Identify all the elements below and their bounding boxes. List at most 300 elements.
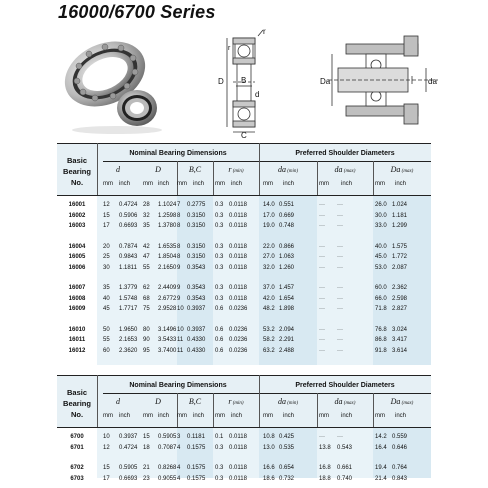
cell-value: 45 (103, 306, 110, 312)
cell-value: ··· (319, 295, 325, 302)
cell-value: 3 (177, 434, 181, 440)
cell-value: 1.1024 (158, 202, 177, 208)
unit-inch: inch (158, 181, 170, 187)
cell-value: 18 (143, 444, 150, 451)
cell-value: 0.3937 (187, 306, 206, 312)
cell-value: 75 (143, 306, 150, 312)
cell-value: 45.0 (375, 254, 387, 260)
cell-value: 17 (103, 475, 110, 482)
shoulder-diameters-header: Preferred Shoulder Diameters (295, 382, 395, 389)
cell-value: 60.0 (375, 285, 387, 291)
label-B: B (241, 76, 247, 85)
cell-value: 0.2775 (187, 202, 206, 208)
rule-line (103, 393, 431, 394)
bearing-number: 6703 (70, 475, 84, 482)
cell-value: 18.6 (263, 475, 275, 482)
cell-value: 90 (143, 337, 150, 343)
cell-value: 0.6 (215, 337, 224, 343)
cell-value: 0.535 (279, 444, 295, 451)
cell-value: 1.575 (392, 243, 408, 250)
cell-value: 76.8 (375, 326, 387, 333)
cell-value: 3.7400 (158, 347, 177, 354)
cell-value: ··· (319, 264, 325, 271)
symbol-subscript: (min) (285, 169, 299, 174)
bearing-number: 16007 (68, 285, 86, 291)
cell-value: 42.0 (263, 295, 275, 302)
cell-value: 0.646 (392, 444, 408, 451)
unit-mm: mm (177, 413, 187, 419)
cell-value: 1.654 (279, 295, 295, 302)
page-title: 16000/6700 Series (58, 2, 216, 22)
cell-value: 15 (103, 212, 110, 219)
label-da: da (428, 77, 437, 86)
cell-value: 27.0 (263, 254, 275, 260)
cell-value: 4 (177, 465, 181, 471)
cell-value: 4 (177, 475, 181, 482)
cell-value: 0.6 (215, 326, 224, 333)
cell-value: 11 (177, 347, 184, 354)
cell-value: 10 (177, 306, 184, 312)
cell-value: 0.0236 (229, 337, 248, 343)
symbol-r: r (min) (228, 397, 244, 406)
cell-value: 10.8 (263, 434, 275, 440)
cell-value: ··· (337, 223, 343, 229)
cell-value: 0.0118 (229, 295, 247, 302)
rule-line (57, 195, 431, 196)
cell-value: 33.0 (375, 223, 387, 229)
cell-value: 11 (177, 337, 184, 343)
cell-value: 1.024 (392, 202, 408, 208)
cell-value: 0.3150 (187, 243, 206, 250)
symbol-subscript: (max) (400, 401, 414, 406)
cell-value: 17.0 (263, 212, 275, 219)
cell-value: 0.3 (215, 475, 224, 482)
cell-value: 0.4330 (187, 337, 206, 343)
cell-value: 9 (177, 264, 181, 271)
cell-value: 2.362 (392, 285, 408, 291)
cell-value: 32.0 (263, 264, 275, 271)
cell-value: 60 (103, 347, 110, 354)
cell-value: 0.5906 (119, 212, 138, 219)
cell-value: ··· (319, 347, 325, 354)
unit-mm: mm (375, 181, 385, 187)
cell-value: 1.3779 (119, 285, 138, 291)
cell-value: 0.8268 (158, 465, 177, 471)
cell-value: 3.1496 (158, 326, 177, 333)
cell-value: 19.4 (375, 465, 387, 471)
cell-value: 86.8 (375, 337, 387, 343)
bearing-table-6700 (57, 375, 431, 482)
unit-inch: inch (158, 413, 170, 419)
cell-value: ··· (319, 306, 325, 312)
cell-value: 0.3150 (187, 212, 206, 219)
label-r: r (263, 27, 266, 36)
cell-value: 0.661 (337, 465, 353, 471)
bearing-number: 6702 (70, 465, 84, 471)
label-C: C (241, 131, 247, 138)
unit-inch: inch (231, 181, 243, 187)
nominal-dimensions-header: Nominal Bearing Dimensions (129, 382, 227, 389)
bearing-number: 6701 (70, 444, 84, 451)
unit-inch: inch (193, 413, 205, 419)
unit-inch: inch (395, 413, 407, 419)
cell-value: 1.6535 (158, 243, 177, 250)
cell-value: 9 (177, 295, 181, 302)
bearing-number: 6700 (70, 434, 84, 440)
cell-value: 0.7087 (158, 444, 177, 451)
cell-value: 28 (143, 202, 150, 208)
cell-value: 0.0236 (229, 306, 248, 312)
cell-value: 0.5905 (158, 434, 177, 440)
cell-value: 1.260 (279, 264, 295, 271)
symbol-subscript: (max) (342, 169, 356, 174)
rule-line (57, 143, 431, 144)
cell-value: 48.2 (263, 306, 275, 312)
bearing-table-16000 (57, 143, 431, 365)
cell-value: 0.740 (337, 475, 353, 482)
cell-value: 0.3150 (187, 223, 206, 229)
symbol-subscript: (min) (231, 401, 244, 406)
cell-value: 0.0236 (229, 326, 248, 333)
unit-inch: inch (119, 181, 131, 187)
cell-value: 55 (143, 264, 150, 271)
cell-value: 0.3 (215, 444, 224, 451)
unit-mm: mm (103, 413, 113, 419)
cell-value: 1.181 (392, 212, 408, 219)
cell-value: 0.1 (215, 434, 224, 440)
cell-value: ··· (319, 326, 325, 333)
bearing-number: 16001 (68, 202, 86, 208)
cell-value: 0.3 (215, 212, 224, 219)
cell-value: 1.772 (392, 254, 408, 260)
cell-value: 0.3543 (187, 264, 206, 271)
cell-value: 3.024 (392, 326, 408, 333)
basic-bearing-header: Basic Bearing No. (63, 388, 91, 419)
cell-value: 0.9055 (158, 475, 177, 482)
cell-value: 37.0 (263, 285, 275, 291)
cell-value: 80 (143, 326, 150, 333)
cell-value: 0.1181 (187, 434, 205, 440)
cell-value: 68 (143, 295, 150, 302)
symbol-D: D (155, 165, 161, 174)
table-row (57, 325, 431, 335)
cell-value: ··· (319, 223, 325, 229)
cell-value: 0.0118 (229, 202, 247, 208)
unit-mm: mm (263, 181, 273, 187)
bearing-number: 16011 (68, 337, 86, 343)
cell-value: 15 (103, 465, 110, 471)
cell-value: 15 (143, 434, 150, 440)
cell-value: 95 (143, 347, 150, 354)
cell-value: 40.0 (375, 243, 387, 250)
cell-value: 13.0 (263, 444, 275, 451)
unit-inch: inch (341, 181, 353, 187)
cell-value: 63.2 (263, 347, 275, 354)
cell-value: 0.0118 (229, 444, 247, 451)
cell-value: ··· (337, 306, 343, 312)
cell-value: 71.8 (375, 306, 387, 312)
cell-value: 0.3 (215, 202, 224, 208)
symbol-subscript: (min) (231, 169, 244, 174)
cell-value: 1.299 (392, 223, 408, 229)
cell-value: 3.417 (392, 337, 408, 343)
cell-value: 0.0118 (229, 243, 247, 250)
cell-value: 2.3620 (119, 347, 138, 354)
unit-inch: inch (341, 413, 353, 419)
cell-value: 0.1575 (187, 465, 206, 471)
cell-value: ··· (337, 326, 343, 333)
symbol-da-max: da (max) (334, 397, 356, 406)
cell-value: 0.5905 (119, 465, 138, 471)
cell-value: 0.0118 (229, 264, 247, 271)
unit-mm: mm (215, 181, 225, 187)
cell-value: 0.6 (215, 347, 224, 354)
cell-value: 53.0 (375, 264, 387, 271)
cell-value: 0.6 (215, 306, 224, 312)
cell-value: ··· (319, 337, 325, 343)
basic-bearing-header: Basic Bearing No. (63, 156, 91, 187)
table-row (57, 346, 431, 356)
cell-value: ··· (337, 295, 343, 302)
nominal-dimensions-header: Nominal Bearing Dimensions (129, 150, 227, 157)
cell-value: ··· (337, 254, 343, 260)
label-Da: Da (320, 77, 331, 86)
unit-mm: mm (263, 413, 273, 419)
cell-value: 0.843 (392, 475, 408, 482)
cell-value: ··· (337, 337, 343, 343)
cell-value: ··· (337, 347, 343, 354)
cell-value: 0.3937 (119, 434, 138, 440)
table-row (57, 252, 431, 262)
cell-value: 2.6772 (158, 295, 177, 302)
cell-value: 4 (177, 444, 181, 451)
bearing-number: 16012 (68, 347, 86, 354)
cell-value: 23 (143, 475, 150, 482)
cell-value: 1.898 (279, 306, 295, 312)
table-row (57, 221, 431, 231)
cell-value: 25 (103, 254, 110, 260)
cell-value: 35 (143, 223, 150, 229)
table-row (57, 443, 431, 453)
cell-value: 12 (103, 444, 110, 451)
cell-value: 19.0 (263, 223, 275, 229)
unit-mm: mm (143, 181, 153, 187)
unit-mm: mm (103, 181, 113, 187)
cell-value: 0.3150 (187, 254, 206, 260)
cell-value: 21.4 (375, 475, 387, 482)
cell-value: 21 (143, 465, 150, 471)
table-row (57, 432, 431, 442)
cell-value: 8 (177, 212, 181, 219)
bearing-cross-section-diagram (203, 26, 293, 138)
cell-value: 35 (103, 285, 110, 291)
cell-value: 8 (177, 243, 181, 250)
symbol-d: d (116, 397, 120, 406)
cell-value: 9 (177, 285, 181, 291)
unit-mm: mm (375, 413, 385, 419)
cell-value: 2.094 (279, 326, 295, 333)
symbol-Da: Da (max) (390, 165, 414, 174)
rule-line (57, 427, 431, 428)
label-d: d (255, 90, 260, 99)
cell-value: 0.9843 (119, 254, 138, 260)
symbol-subscript: (min) (285, 401, 299, 406)
cell-value: 1.3780 (158, 223, 177, 229)
cell-value: 1.457 (279, 285, 295, 291)
cell-value: 2.4409 (158, 285, 177, 291)
cell-value: 16.6 (263, 465, 275, 471)
cell-value: 10 (103, 434, 110, 440)
cell-value: 0.551 (279, 202, 295, 208)
svg-text:r: r (228, 45, 231, 52)
cell-value: 3.614 (392, 347, 408, 354)
cell-value: 0.3 (215, 243, 224, 250)
cell-value: 22.0 (263, 243, 275, 250)
unit-inch: inch (283, 413, 295, 419)
cell-value: 0.3 (215, 465, 224, 471)
cell-value: 0.3 (215, 223, 224, 229)
symbol-BC: B,C (188, 397, 202, 406)
symbol-D: D (155, 397, 161, 406)
symbol-r: r (min) (228, 165, 244, 174)
symbol-Da: Da (max) (390, 397, 414, 406)
cell-value: 91.8 (375, 347, 387, 354)
table-row (57, 283, 431, 293)
cell-value: 0.654 (279, 465, 295, 471)
cell-value: 0.3 (215, 285, 224, 291)
cell-value: 2.1653 (119, 337, 138, 343)
cell-value: 18.8 (319, 475, 331, 482)
cell-value: ··· (337, 243, 343, 250)
cell-value: 17 (103, 223, 110, 229)
symbol-d: d (116, 165, 120, 174)
cell-value: 20 (103, 243, 110, 250)
cell-value: 1.5748 (119, 295, 138, 302)
table-row (57, 294, 431, 304)
cell-value: 16.8 (319, 465, 331, 471)
cell-value: 50 (103, 326, 110, 333)
bearing-number: 16006 (68, 264, 86, 271)
cell-value: 55 (103, 337, 110, 343)
cell-value: 26.0 (375, 202, 387, 208)
bearing-number: 16008 (68, 295, 86, 302)
cell-value: 47 (143, 254, 150, 260)
cell-value: ··· (337, 212, 343, 219)
cell-value: 0.6693 (119, 223, 138, 229)
symbol-da-max: da (max) (334, 165, 356, 174)
cell-value: 0.732 (279, 475, 295, 482)
shoulder-diameters-header: Preferred Shoulder Diameters (295, 150, 395, 157)
cell-value: 0.7874 (119, 243, 138, 250)
cell-value: 0.6693 (119, 475, 138, 482)
cell-value: 32 (143, 212, 150, 219)
cell-value: 30 (103, 264, 110, 271)
unit-mm: mm (177, 181, 187, 187)
cell-value: 0.1575 (187, 444, 206, 451)
cell-value: 0.748 (279, 223, 295, 229)
bearing-number: 16010 (68, 326, 86, 333)
cell-value: 0.4724 (119, 444, 138, 451)
symbol-da: da (min) (277, 397, 299, 406)
cell-value: 1.7717 (119, 306, 138, 312)
cell-value: 0.0118 (229, 285, 247, 291)
cell-value: ··· (319, 202, 325, 208)
cell-value: 0.0118 (229, 212, 247, 219)
cell-value: 0.3937 (187, 326, 206, 333)
unit-inch: inch (231, 413, 243, 419)
cell-value: 0.0118 (229, 434, 247, 440)
cell-value: 0.669 (279, 212, 295, 219)
rule-line (103, 161, 431, 162)
cell-value: 7 (177, 202, 181, 208)
cell-value: ··· (337, 285, 343, 291)
cell-value: 0.1575 (187, 475, 206, 482)
bearing-number: 16003 (68, 223, 86, 229)
bearing-number: 16004 (68, 243, 86, 250)
cell-value: 2.1650 (158, 264, 177, 271)
unit-mm: mm (319, 413, 329, 419)
table-row (57, 463, 431, 473)
cell-value: 58.2 (263, 337, 275, 343)
cell-value: ··· (337, 434, 343, 440)
cell-value: 8 (177, 223, 181, 229)
unit-mm: mm (319, 181, 329, 187)
cell-value: 0.0118 (229, 223, 247, 229)
table-row (57, 335, 431, 345)
symbol-da: da (min) (277, 165, 299, 174)
cell-value: 0.559 (392, 434, 408, 440)
cell-value: 1.8504 (158, 254, 177, 260)
symbol-subscript: (max) (342, 401, 356, 406)
cell-value: 2.9528 (158, 306, 177, 312)
unit-inch: inch (119, 413, 131, 419)
unit-mm: mm (143, 413, 153, 419)
cell-value: 0.4724 (119, 202, 138, 208)
cell-value: ··· (319, 434, 325, 440)
cell-value: 0.0118 (229, 465, 247, 471)
cell-value: 14.0 (263, 202, 275, 208)
cell-value: ··· (337, 264, 343, 271)
cell-value: 53.2 (263, 326, 275, 333)
unit-inch: inch (193, 181, 205, 187)
shoulder-mounting-diagram (318, 26, 444, 138)
rule-line (57, 375, 431, 376)
bearing-number: 16002 (68, 212, 86, 219)
label-D: D (218, 77, 224, 86)
bearing-number: 16009 (68, 306, 86, 312)
cell-value: 0.3543 (187, 285, 206, 291)
cell-value: ··· (319, 254, 325, 260)
cell-value: 62 (143, 285, 150, 291)
cell-value: 10 (177, 326, 184, 333)
table-row (57, 474, 431, 484)
table-row (57, 263, 431, 273)
cell-value: 2.087 (392, 264, 408, 271)
unit-inch: inch (283, 181, 295, 187)
cell-value: 1.063 (279, 254, 295, 260)
cell-value: 16.4 (375, 444, 387, 451)
cell-value: 0.866 (279, 243, 295, 250)
cell-value: 2.827 (392, 306, 408, 312)
cell-value: ··· (319, 243, 325, 250)
symbol-BC: B,C (188, 165, 202, 174)
cell-value: 0.425 (279, 434, 295, 440)
cell-value: ··· (319, 212, 325, 219)
cell-value: 0.543 (337, 444, 353, 451)
symbol-subscript: (max) (400, 169, 414, 174)
cell-value: 3.5433 (158, 337, 177, 343)
cell-value: 14.2 (375, 434, 387, 440)
